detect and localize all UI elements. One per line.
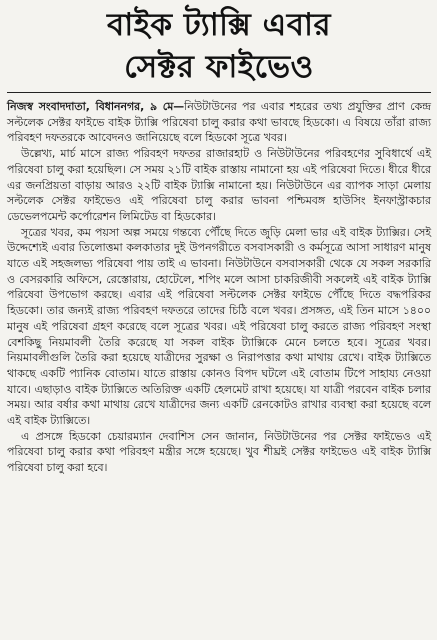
article-paragraph-1 bbox=[7, 99, 431, 146]
headline-divider bbox=[7, 92, 431, 93]
article-body bbox=[7, 99, 431, 476]
article-paragraph-2: উল্লেখ্য, মার্চ মাসে রাজ্য পরিবহণ দফতর রাজারহাট ও নিউটাউনের পরিবহণের সুবিধার্থে এই পরিষেবা চালু করা হয়েছিল। সে সময় ২১টি বাইক রাস্তায় নামানো হয় এই পরিষেবা দিতে। ধীরে ধীরে এর জনপ্রিয়তা বাড়ায় আরও ২২টি বাইক ট্যাক্সি নামানো হয়। নিউটাউনে এর ব্যাপক সাড়া মেলায় সল্টলেক সেক্টর ফাইভেও এই পরিষেবা চালু করার ভাবনা পশ্চিমবঙ্গ হাউসিং ইনফাস্ট্রাকচার ডেভেলপমেন্ট কর্পোরেশন লিমিটেড বা হিডকোর। bbox=[7, 147, 431, 223]
article-paragraph-4: এ প্রসঙ্গে হিডকো চেয়ারম্যান দেবাশিস সেন জানান, নিউটাউনের পর সেক্টর ফাইভেও এই পরিষেবা চালু করার কথা পরিবহণ মন্ত্রীর সঙ্গে হয়েছে। খুব শীঘ্রই সেক্টর ফাইভেও এই বাইক ট্যাক্সি পরিষেবা চালু করা হবে। bbox=[7, 429, 431, 475]
article-paragraph-3: সূত্রের খবর, কম পয়সা অল্প সময়ে গন্তব্যে পৌঁছে দিতে জুড়ি মেলা ভার এই বাইক ট্যাক্সির। সেই উদ্দেশ্যেই এবার তিলোত্তমা কলকাতার দুই উপনগরীতে বসবাসকারী ও কর্মসূত্রে আসা সাধারণ মানুষ যাতে এই সহজলভ্য পরিষেবা পায় তাই এ ভাবনা। নিউটাউনে বসবাসকারী থেকে যে সকল সরকারি ও বেসরকারি অফিসে, রেস্তোরায়, হোটেলে, শপিং মলে আসা চাকরিজীবী সকলেই এই বাইক ট্যাক্সি পরিষেবা উপভোগ করছে। এবার এই পরিষেবা সল্টলেক সেক্টর ফাইভে পৌঁছে দিতে বদ্ধপরিকর হিডকো। তার জন্যই রাজ্য পরিবহণ দফতরে তাদের চিঠি বলে খবর। প্রসঙ্গত, এই তিন মাসে ১৪০০ মানুষ এই পরিষেবা গ্রহণ করেছে বলে সূত্রের খবর। এই পরিষেবা চালু করতে রাজ্য পরিবহণ সংস্থা বেশকিছু নিয়মাবলী তৈরি করেছে যা সকল বাইক ট্যাক্সিকে মেনে চলতে হবে। সূত্রের খবর। নিয়মাবলীগুলি তৈরি করা হয়েছে যাত্রীদের সুরক্ষা ও নিরাপত্তার কথা মাথায় রেখে। বাইক ট্যাক্সিতে থাকছে একটি প্যানিক বোতাম। যাতে রাস্তায় কোনও বিপদ ঘটলে এই বোতাম টিপে সাহায্য নেওয়া যাবে। এছাড়াও বাইক ট্যাক্সিতে অতিরিক্ত একটি হেলমেট রাখা হয়েছে। যা যাত্রী পরবেন বাইক চলার সময়। আর বর্ষার কথা মাথায় রেখে যাত্রীদের জন্য একটি রেনকোটও রাখার ব্যবস্থা করা হয়েছে বলে এই বাইক ট্যাক্সিতে। bbox=[7, 225, 431, 428]
paragraph-1-text: নিউটাউনের পর এবার শহরের তথ্য প্রযুক্তির প্রাণ কেন্দ্র সল্টলেক সেক্টর ফাইভে বাইক ট্যাক্সি পরিষেবা চালু করার কথা ভাবছে হিডকো। এ বিষয়ে তাঁরা রাজ্য পরিবহণ দফতরকে আবেদনও জানিয়েছে বলে হিডকো সূত্রে খবর। bbox=[7, 100, 431, 145]
headline bbox=[7, 4, 431, 88]
headline-line-1: বাইক ট্যাক্সি এবার bbox=[106, 7, 332, 43]
dateline: নিজস্ব সংবাদদাতা, বিধাননগর, ৯ মে— bbox=[7, 100, 185, 113]
headline-line-2: সেক্টর ফাইভেও bbox=[124, 49, 314, 85]
